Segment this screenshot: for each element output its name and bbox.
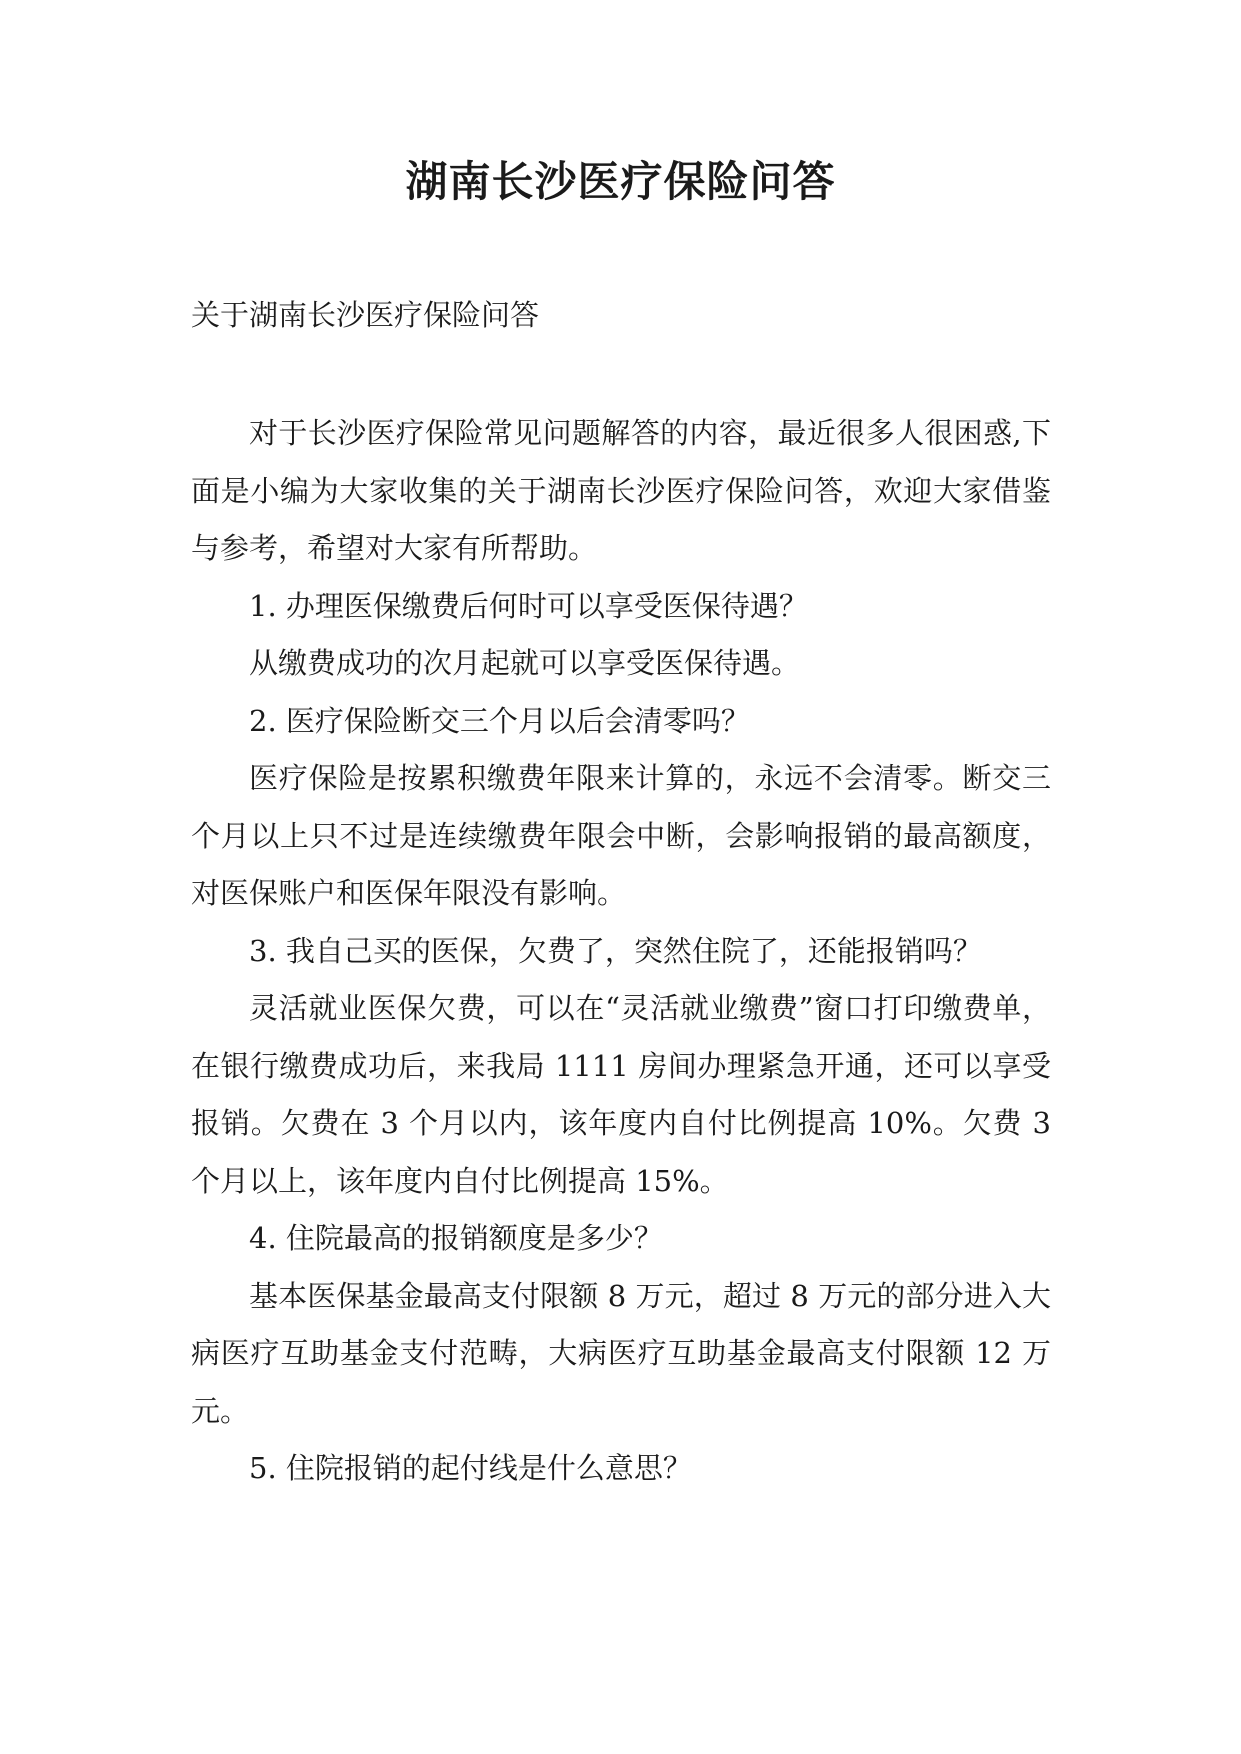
question-5: 5. 住院报销的起付线是什么意思？ <box>249 1451 692 1485</box>
answer-2: 医疗保险是按累积缴费年限来计算的，永远不会清零。断交三个月以上只不过是连续缴费年限会中断，会影响报销的最高额度，对医保账户和医保年限没有影响。 <box>191 761 1051 910</box>
document-subtitle: 关于湖南长沙医疗保险问答 <box>191 298 540 332</box>
document-title: 湖南长沙医疗保险问答 <box>405 157 836 206</box>
question-2: 2. 医疗保险断交三个月以后会清零吗？ <box>249 703 750 738</box>
intro-paragraph: 对于长沙医疗保险常见问题解答的内容，最近很多人很困惑,下面是小编为大家收集的关于湖南长沙医疗保险问答，欢迎大家借鉴与参考，希望对大家有所帮助。 <box>191 416 1051 565</box>
answer-1: 从缴费成功的次月起就可以享受医保待遇。 <box>249 646 801 680</box>
question-3: 3. 我自己买的医保，欠费了，突然住院了，还能报销吗？ <box>249 933 982 968</box>
answer-4: 基本医保基金最高支付限额 8 万元，超过 8 万元的部分进入大病医疗互助基金支付范畴，大病医疗互助基金最高支付限额 12 万元。 <box>191 1278 1051 1428</box>
question-1: 1. 办理医保缴费后何时可以享受医保待遇？ <box>249 588 808 623</box>
question-4: 4. 住院最高的报销额度是多少？ <box>249 1221 663 1255</box>
document-body <box>191 405 1051 1498</box>
answer-3: 灵活就业医保欠费，可以在“灵活就业缴费”窗口打印缴费单，在银行缴费成功后，来我局 1111 房间办理紧急开通，还可以享受报销。欠费在 3 个月以内，该年度内自付比例提高 10%。欠费 3 个月以上，该年度内自付比例提高 15%。 <box>191 991 1051 1198</box>
